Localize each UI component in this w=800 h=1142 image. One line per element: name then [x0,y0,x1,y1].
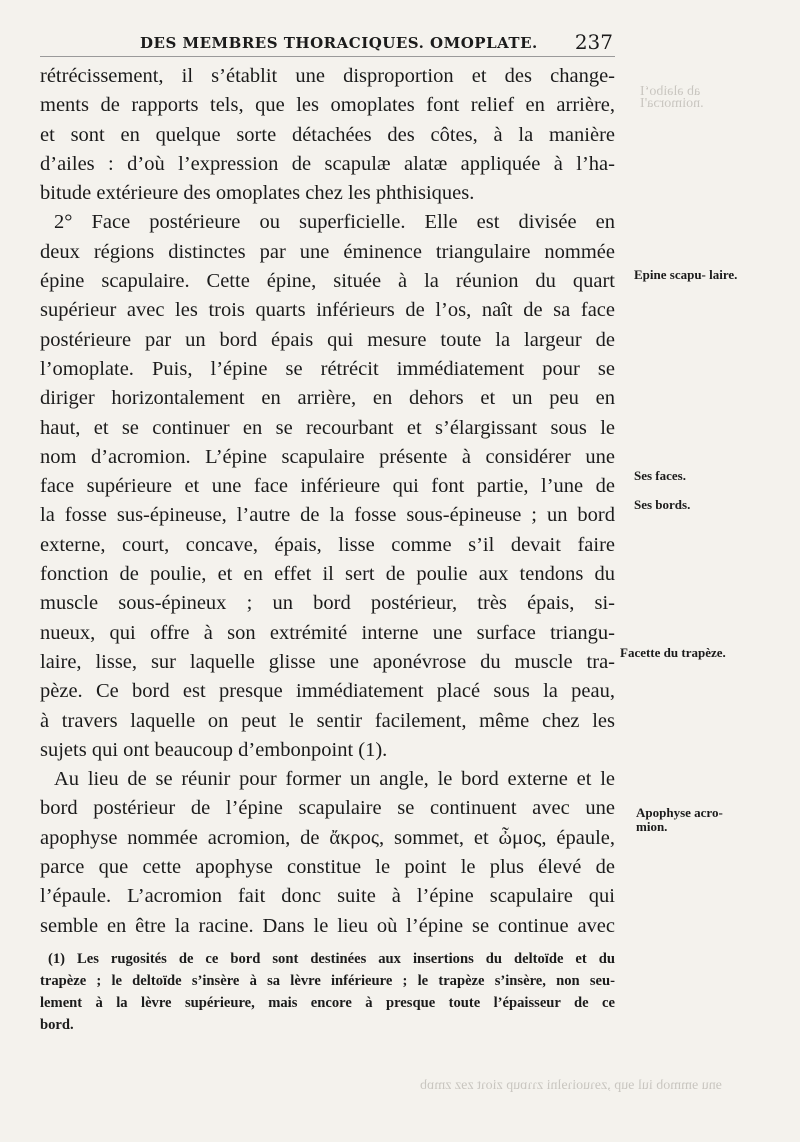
text-line: nom d’acromion. L’épine scapulaire présente à considérer une [40,445,615,468]
text-line: l’omoplate. Puis, l’épine se rétrécit immédiatement pour se [40,357,615,380]
text-line: supérieur avec les trois quarts inférieurs de l’os, naît de sa face [40,299,615,322]
text-line: fonction de poulie, et en effet il sert de poulie aux tendons du [40,563,615,586]
text-line: muscle sous-épineux ; un bord postérieur, très épais, si- [40,592,615,615]
text-line: épine scapulaire. Cette épine, située à la réunion du quart [40,270,615,293]
footnote [40,948,615,1036]
text-line: face supérieure et une face inférieure qui font partie, l’une de [40,475,615,498]
text-line: deux régions distinctes par une éminence triangulaire nommée [40,240,615,263]
text-line: la fosse sus-épineuse, l’autre de la fosse sous-épineuse ; un bord [40,504,615,527]
footnote-line: trapèze ; le deltoïde s’insère à sa lèvre inférieure ; le trapèze s’insère, non seu- [40,973,615,989]
text-line: semble en être la racine. Dans le lieu où l’épine se continue avec [40,914,615,937]
text-line: à travers laquelle on peut le sentir facilement, même chez les [40,709,615,732]
margin-note-bords: Ses bords. [634,497,691,512]
margin-note-epine: Epine scapu- laire. [634,267,738,282]
text-line: ments de rapports tels, que les omoplates font relief en arrière, [40,94,615,117]
running-title: DES MEMBRES THORACIQUES. OMOPLATE. [140,34,538,52]
bleed-through-text: ɘnu ɘmmob iul ɘup ,zɘɿuoiɿɘlni zɿɿɒup zioɿt zɘz zmɒb [420,1078,722,1093]
text-line: apophyse nommée acromion, de ἄκρος, sommet, et ὦμος, épaule, [40,826,615,849]
text-line: parce que cette apophyse constitue le point le plus élevé de [40,856,615,879]
text-line: sujets qui ont beaucoup d’embonpoint (1). [40,738,388,761]
text-line: 2° Face postérieure ou superficielle. Elle est divisée en [54,211,615,234]
text-line: bord postérieur de l’épine scapulaire se continuent avec une [40,797,615,820]
text-line: haut, et se continuer en se recourbant et s’élargissant sous le [40,416,615,439]
page-header [40,32,615,57]
text-line: Au lieu de se réunir pour former un angle, le bord externe et le [54,768,615,791]
margin-note-facette: Facette du trapèze. [620,645,726,660]
text-line: nueux, qui offre à son extrémité interne une surface triangu- [40,621,615,644]
text-line: postérieure par un bord épais qui mesure toute la largeur de [40,328,615,351]
text-line: diriger horizontalement en arrière, en dehors et un peu en [40,387,615,410]
footnote-line: lement à la lèvre supérieure, mais encore à presque toute l’épaisseur de ce [40,995,615,1011]
bleed-through-text: ab ələiboʻI [640,84,701,99]
text-line: bitude extérieure des omoplates chez les phthisiques. [40,182,475,205]
margin-note-faces: Ses faces. [634,468,686,483]
text-line: pèze. Ce bord est presque immédiatement placé sous la peau, [40,680,615,703]
margin-note-apophyse: Apophyse acro- mion. [636,805,723,834]
text-line: d’ailes : d’où l’expression de scapulæ alatæ appliquée à l’ha- [40,152,615,175]
page-number: 237 [574,30,613,54]
text-line: et sont en quelque sorte détachées des côtes, à la manière [40,123,615,146]
footnote-line: (1) Les rugosités de ce bord sont destinées aux insertions du deltoïde et du [48,951,615,967]
bleed-through-text: .noimorɔa'I [640,96,704,111]
text-line: laire, lisse, sur laquelle glisse une aponévrose du muscle tra- [40,650,615,673]
text-line: rétrécissement, il s’établit une disproportion et des change- [40,65,615,87]
main-text [40,62,615,941]
text-line: l’épaule. L’acromion fait donc suite à l’épine scapulaire qui [40,885,615,908]
text-line: externe, court, concave, épais, lisse comme s’il devait faire [40,533,615,556]
footnote-line: bord. [40,1017,74,1033]
